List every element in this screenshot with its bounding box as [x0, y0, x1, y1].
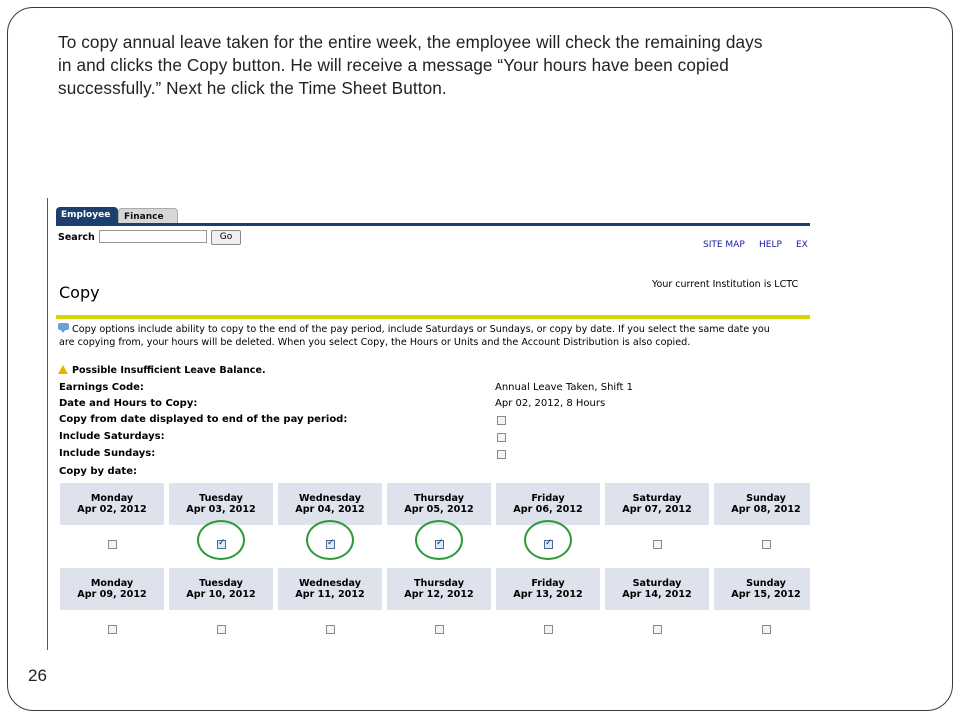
- site-map-link[interactable]: SITE MAP: [703, 240, 745, 250]
- highlight-circle: [415, 520, 463, 560]
- day-date: Apr 15, 2012: [731, 589, 801, 600]
- day-date: Apr 03, 2012: [186, 504, 256, 515]
- day-date: Apr 14, 2012: [622, 589, 692, 600]
- day-header: [60, 483, 164, 525]
- day-name: Monday: [90, 578, 134, 589]
- day-header: [169, 483, 273, 525]
- day-header: [169, 568, 273, 610]
- info-line-2: are copying from, your hours will be deleted. When you select Copy, the Hours or Units and the Account Distribution is also copied.: [59, 337, 691, 348]
- warning-text: Possible Insufficient Leave Balance.: [72, 365, 266, 376]
- tab-employee[interactable]: Employee: [56, 207, 118, 224]
- highlight-circle: [306, 520, 354, 560]
- day-header: [714, 483, 810, 525]
- day-header: [714, 568, 810, 610]
- day-header: [496, 568, 600, 610]
- info-line-1: Copy options include ability to copy to the end of the pay period, include Saturdays or Sundays, or copy by date. If you select the same date you: [72, 324, 770, 335]
- screenshot-left-edge: [47, 198, 48, 650]
- go-button[interactable]: Go: [211, 230, 241, 245]
- page-title: Copy: [59, 283, 100, 302]
- day-header: [496, 483, 600, 525]
- date-checkbox[interactable]: [653, 540, 662, 549]
- day-name: Tuesday: [199, 578, 243, 589]
- date-checkbox[interactable]: [217, 625, 226, 634]
- day-header: [387, 568, 491, 610]
- date-hours-label: Date and Hours to Copy:: [59, 398, 198, 409]
- date-checkbox[interactable]: [108, 625, 117, 634]
- include-sundays-label: Include Sundays:: [59, 448, 156, 459]
- day-date: Apr 06, 2012: [513, 504, 583, 515]
- app-screenshot: [47, 198, 810, 650]
- earnings-code-value: Annual Leave Taken, Shift 1: [495, 382, 633, 393]
- date-checkbox[interactable]: [762, 540, 771, 549]
- day-header: [60, 568, 164, 610]
- highlight-circle: [197, 520, 245, 560]
- day-name: Thursday: [414, 493, 464, 504]
- day-name: Wednesday: [299, 578, 361, 589]
- day-date: Apr 04, 2012: [295, 504, 365, 515]
- include-saturdays-checkbox[interactable]: [497, 433, 506, 442]
- day-name: Wednesday: [299, 493, 361, 504]
- day-date: Apr 02, 2012: [77, 504, 147, 515]
- day-header: [387, 483, 491, 525]
- date-checkbox[interactable]: [653, 625, 662, 634]
- help-link[interactable]: HELP: [759, 240, 782, 250]
- day-date: Apr 08, 2012: [731, 504, 801, 515]
- day-name: Thursday: [414, 578, 464, 589]
- slide-number: 26: [28, 666, 47, 685]
- day-date: Apr 11, 2012: [295, 589, 365, 600]
- copy-end-label: Copy from date displayed to end of the pay period:: [59, 414, 348, 425]
- day-header: [278, 568, 382, 610]
- date-checkbox[interactable]: [762, 625, 771, 634]
- nav-bar-rule: [56, 223, 810, 226]
- warning-icon: [58, 365, 68, 374]
- include-sundays-checkbox[interactable]: [497, 450, 506, 459]
- day-name: Sunday: [746, 578, 786, 589]
- info-text: [59, 323, 810, 349]
- day-header: [605, 483, 709, 525]
- day-name: Friday: [531, 493, 565, 504]
- earnings-code-label: Earnings Code:: [59, 382, 144, 393]
- title-divider: [56, 315, 810, 319]
- day-name: Saturday: [632, 578, 682, 589]
- date-checkbox[interactable]: [326, 625, 335, 634]
- day-name: Saturday: [632, 493, 682, 504]
- copy-end-checkbox[interactable]: [497, 416, 506, 425]
- date-hours-value: Apr 02, 2012, 8 Hours: [495, 398, 606, 409]
- day-header: [278, 483, 382, 525]
- day-name: Tuesday: [199, 493, 243, 504]
- day-date: Apr 13, 2012: [513, 589, 583, 600]
- date-checkbox[interactable]: [108, 540, 117, 549]
- date-checkbox[interactable]: [435, 625, 444, 634]
- search-label: Search: [58, 232, 95, 243]
- day-date: Apr 10, 2012: [186, 589, 256, 600]
- date-checkbox[interactable]: [544, 625, 553, 634]
- copy-by-date-label: Copy by date:: [59, 466, 137, 477]
- day-date: Apr 05, 2012: [404, 504, 474, 515]
- search-input[interactable]: [99, 230, 207, 243]
- day-name: Sunday: [746, 493, 786, 504]
- highlight-circle: [524, 520, 572, 560]
- day-date: Apr 09, 2012: [77, 589, 147, 600]
- tab-finance[interactable]: Finance: [118, 208, 178, 224]
- include-saturdays-label: Include Saturdays:: [59, 431, 165, 442]
- day-name: Friday: [531, 578, 565, 589]
- exit-link[interactable]: EX: [796, 240, 808, 250]
- day-date: Apr 07, 2012: [622, 504, 692, 515]
- institution-text: Your current Institution is LCTC: [652, 279, 799, 290]
- day-header: [605, 568, 709, 610]
- slide-caption: To copy annual leave taken for the entire week, the employee will check the remaining days in and clicks the Copy button. He will receive a message “Your hours have been copied successfully.” Next he click the Time Sheet Button.: [58, 32, 763, 98]
- day-name: Monday: [90, 493, 134, 504]
- day-date: Apr 12, 2012: [404, 589, 474, 600]
